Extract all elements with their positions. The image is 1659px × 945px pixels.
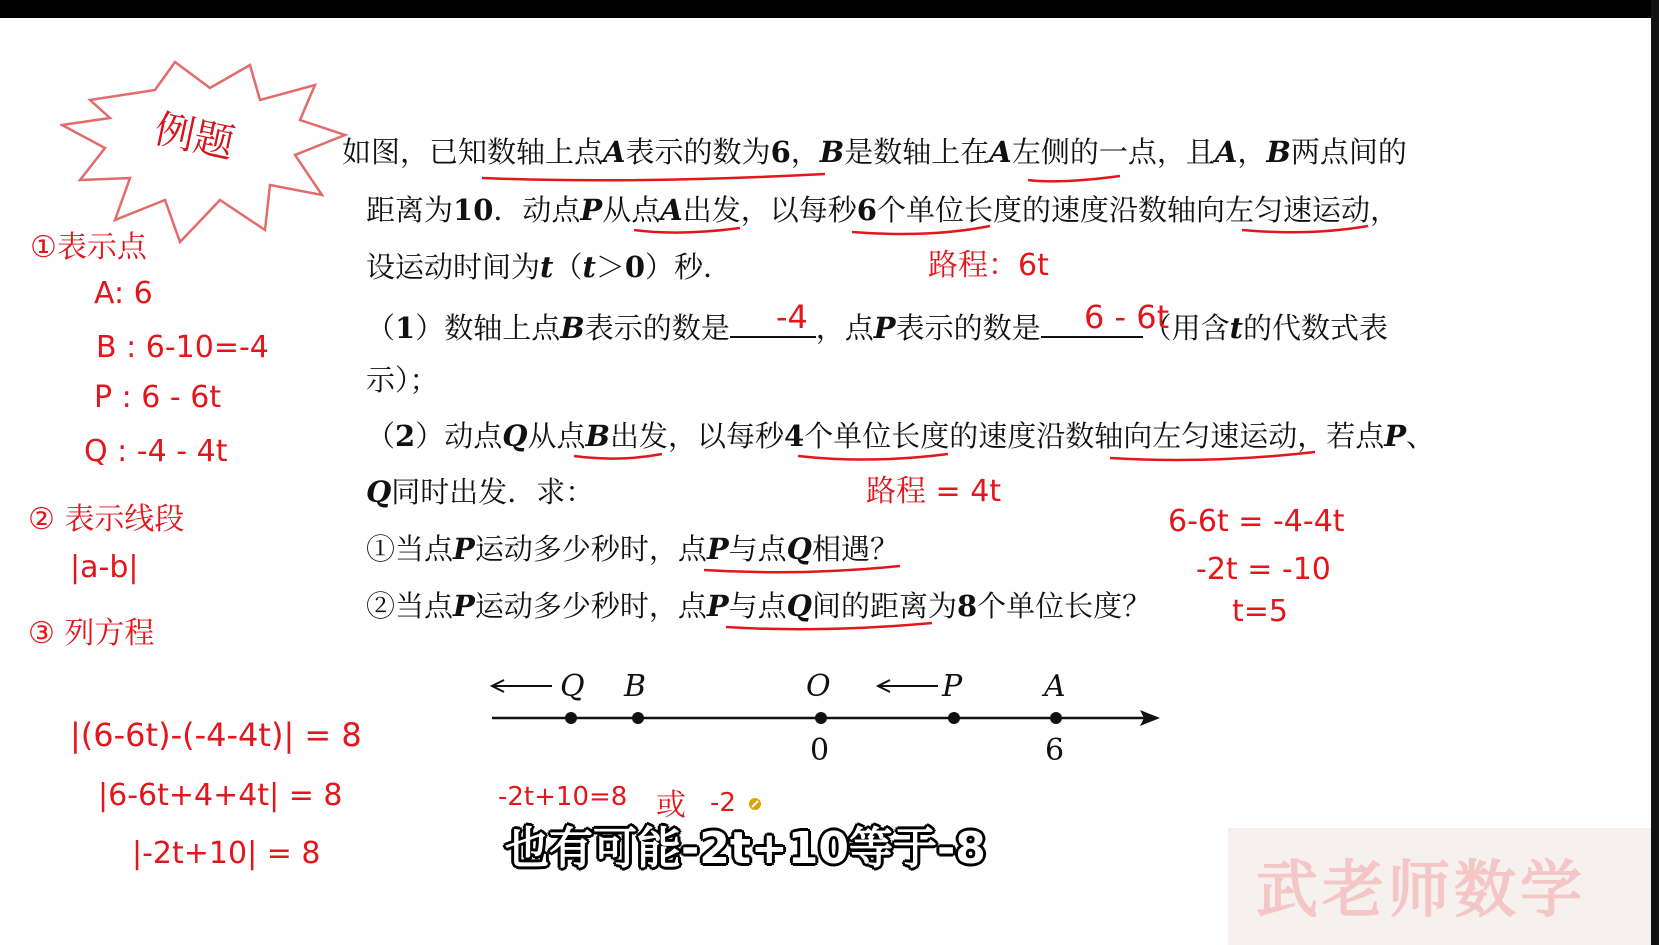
underline-row-1 bbox=[480, 168, 1480, 188]
note-represent-segment: ② 表示线段 bbox=[28, 502, 185, 537]
calc-meet-equation: 6-6t = -4-4t bbox=[1168, 504, 1345, 539]
point-q bbox=[565, 712, 577, 724]
calc-distance-step-1: |6-6t+4+4t| = 8 bbox=[98, 778, 343, 813]
tick-label-6: 6 bbox=[1045, 733, 1065, 768]
underline-row-8 bbox=[700, 560, 920, 580]
calc-distance-equation: |(6-6t)-(-4-4t)| = 8 bbox=[70, 716, 362, 754]
problem-line-6: （2）动点Q从点B出发，以每秒4个单位长度的速度沿数轴向左匀速运动，若点P、 bbox=[366, 419, 1436, 453]
note-point-q: Q : -4 - 4t bbox=[84, 434, 228, 469]
calc-or: 或 bbox=[656, 788, 686, 823]
handwritten-path-p: 路程：6t bbox=[928, 248, 1049, 283]
problem-line-2: 距离为10．动点P从点A出发，以每秒6个单位长度的速度沿数轴向左匀速运动， bbox=[366, 193, 1399, 227]
number-line-diagram bbox=[480, 650, 1200, 780]
handwritten-answer-p: 6 - 6t bbox=[1084, 298, 1170, 336]
underline-row-2 bbox=[630, 222, 1390, 242]
problem-line-5: 示）； bbox=[366, 363, 439, 397]
label-q: Q bbox=[560, 669, 585, 704]
note-point-b: B : 6-10=-4 bbox=[96, 330, 269, 365]
calc-distance-step-2: |-2t+10| = 8 bbox=[132, 836, 321, 871]
note-point-p: P : 6 - 6t bbox=[94, 380, 222, 415]
calc-case-1: -2t+10=8 bbox=[498, 782, 628, 812]
problem-line-3: 设运动时间为t（t＞0）秒． bbox=[366, 250, 733, 284]
point-b bbox=[632, 712, 644, 724]
problem-line-9: ②当点P运动多少秒时，点P与点Q间的距离为8个单位长度？ bbox=[366, 589, 1152, 623]
label-o: O bbox=[806, 669, 831, 704]
calc-meet-step: -2t = -10 bbox=[1196, 552, 1331, 587]
tick-label-0: 0 bbox=[810, 733, 830, 768]
label-b: B bbox=[624, 669, 647, 704]
watermark-text: 武老师数学 bbox=[1256, 853, 1587, 926]
pen-cursor-icon bbox=[748, 797, 762, 811]
point-a bbox=[1050, 712, 1062, 724]
video-subtitle: 也有可能-2t+10等于-8 bbox=[505, 823, 986, 874]
handwritten-answer-b: -4 bbox=[776, 298, 808, 336]
calc-meet-result: t=5 bbox=[1232, 594, 1288, 629]
underline-row-9 bbox=[722, 617, 942, 637]
handwritten-path-q: 路程 = 4t bbox=[866, 474, 1002, 509]
label-a: A bbox=[1044, 669, 1066, 704]
arrow-q-left bbox=[492, 680, 552, 692]
label-p: P bbox=[942, 669, 963, 704]
note-set-equation: ③ 列方程 bbox=[28, 616, 155, 651]
channel-watermark bbox=[1228, 828, 1651, 945]
point-p bbox=[948, 712, 960, 724]
point-o bbox=[815, 712, 827, 724]
problem-line-8: ①当点P运动多少秒时，点P与点Q相遇？ bbox=[366, 532, 899, 566]
problem-line-4: （1）数轴上点B表示的数是 ，点P表示的数是 （用含t的代数式表 bbox=[366, 306, 1388, 346]
example-label: 例题 bbox=[150, 106, 239, 168]
note-point-a: A: 6 bbox=[94, 276, 153, 311]
note-abs-diff: |a-b| bbox=[70, 550, 139, 585]
right-frame-bar bbox=[1651, 0, 1659, 945]
calc-case-2-partial: -2 bbox=[710, 788, 736, 818]
top-frame-bar bbox=[0, 0, 1659, 18]
problem-line-1: 如图，已知数轴上点A表示的数为6，B是数轴上在A左侧的一点，且A，B两点间的 bbox=[342, 135, 1407, 169]
note-represent-points: ①表示点 bbox=[30, 230, 147, 265]
problem-line-7: Q同时出发．求： bbox=[366, 475, 595, 509]
arrow-p-left bbox=[878, 680, 938, 692]
